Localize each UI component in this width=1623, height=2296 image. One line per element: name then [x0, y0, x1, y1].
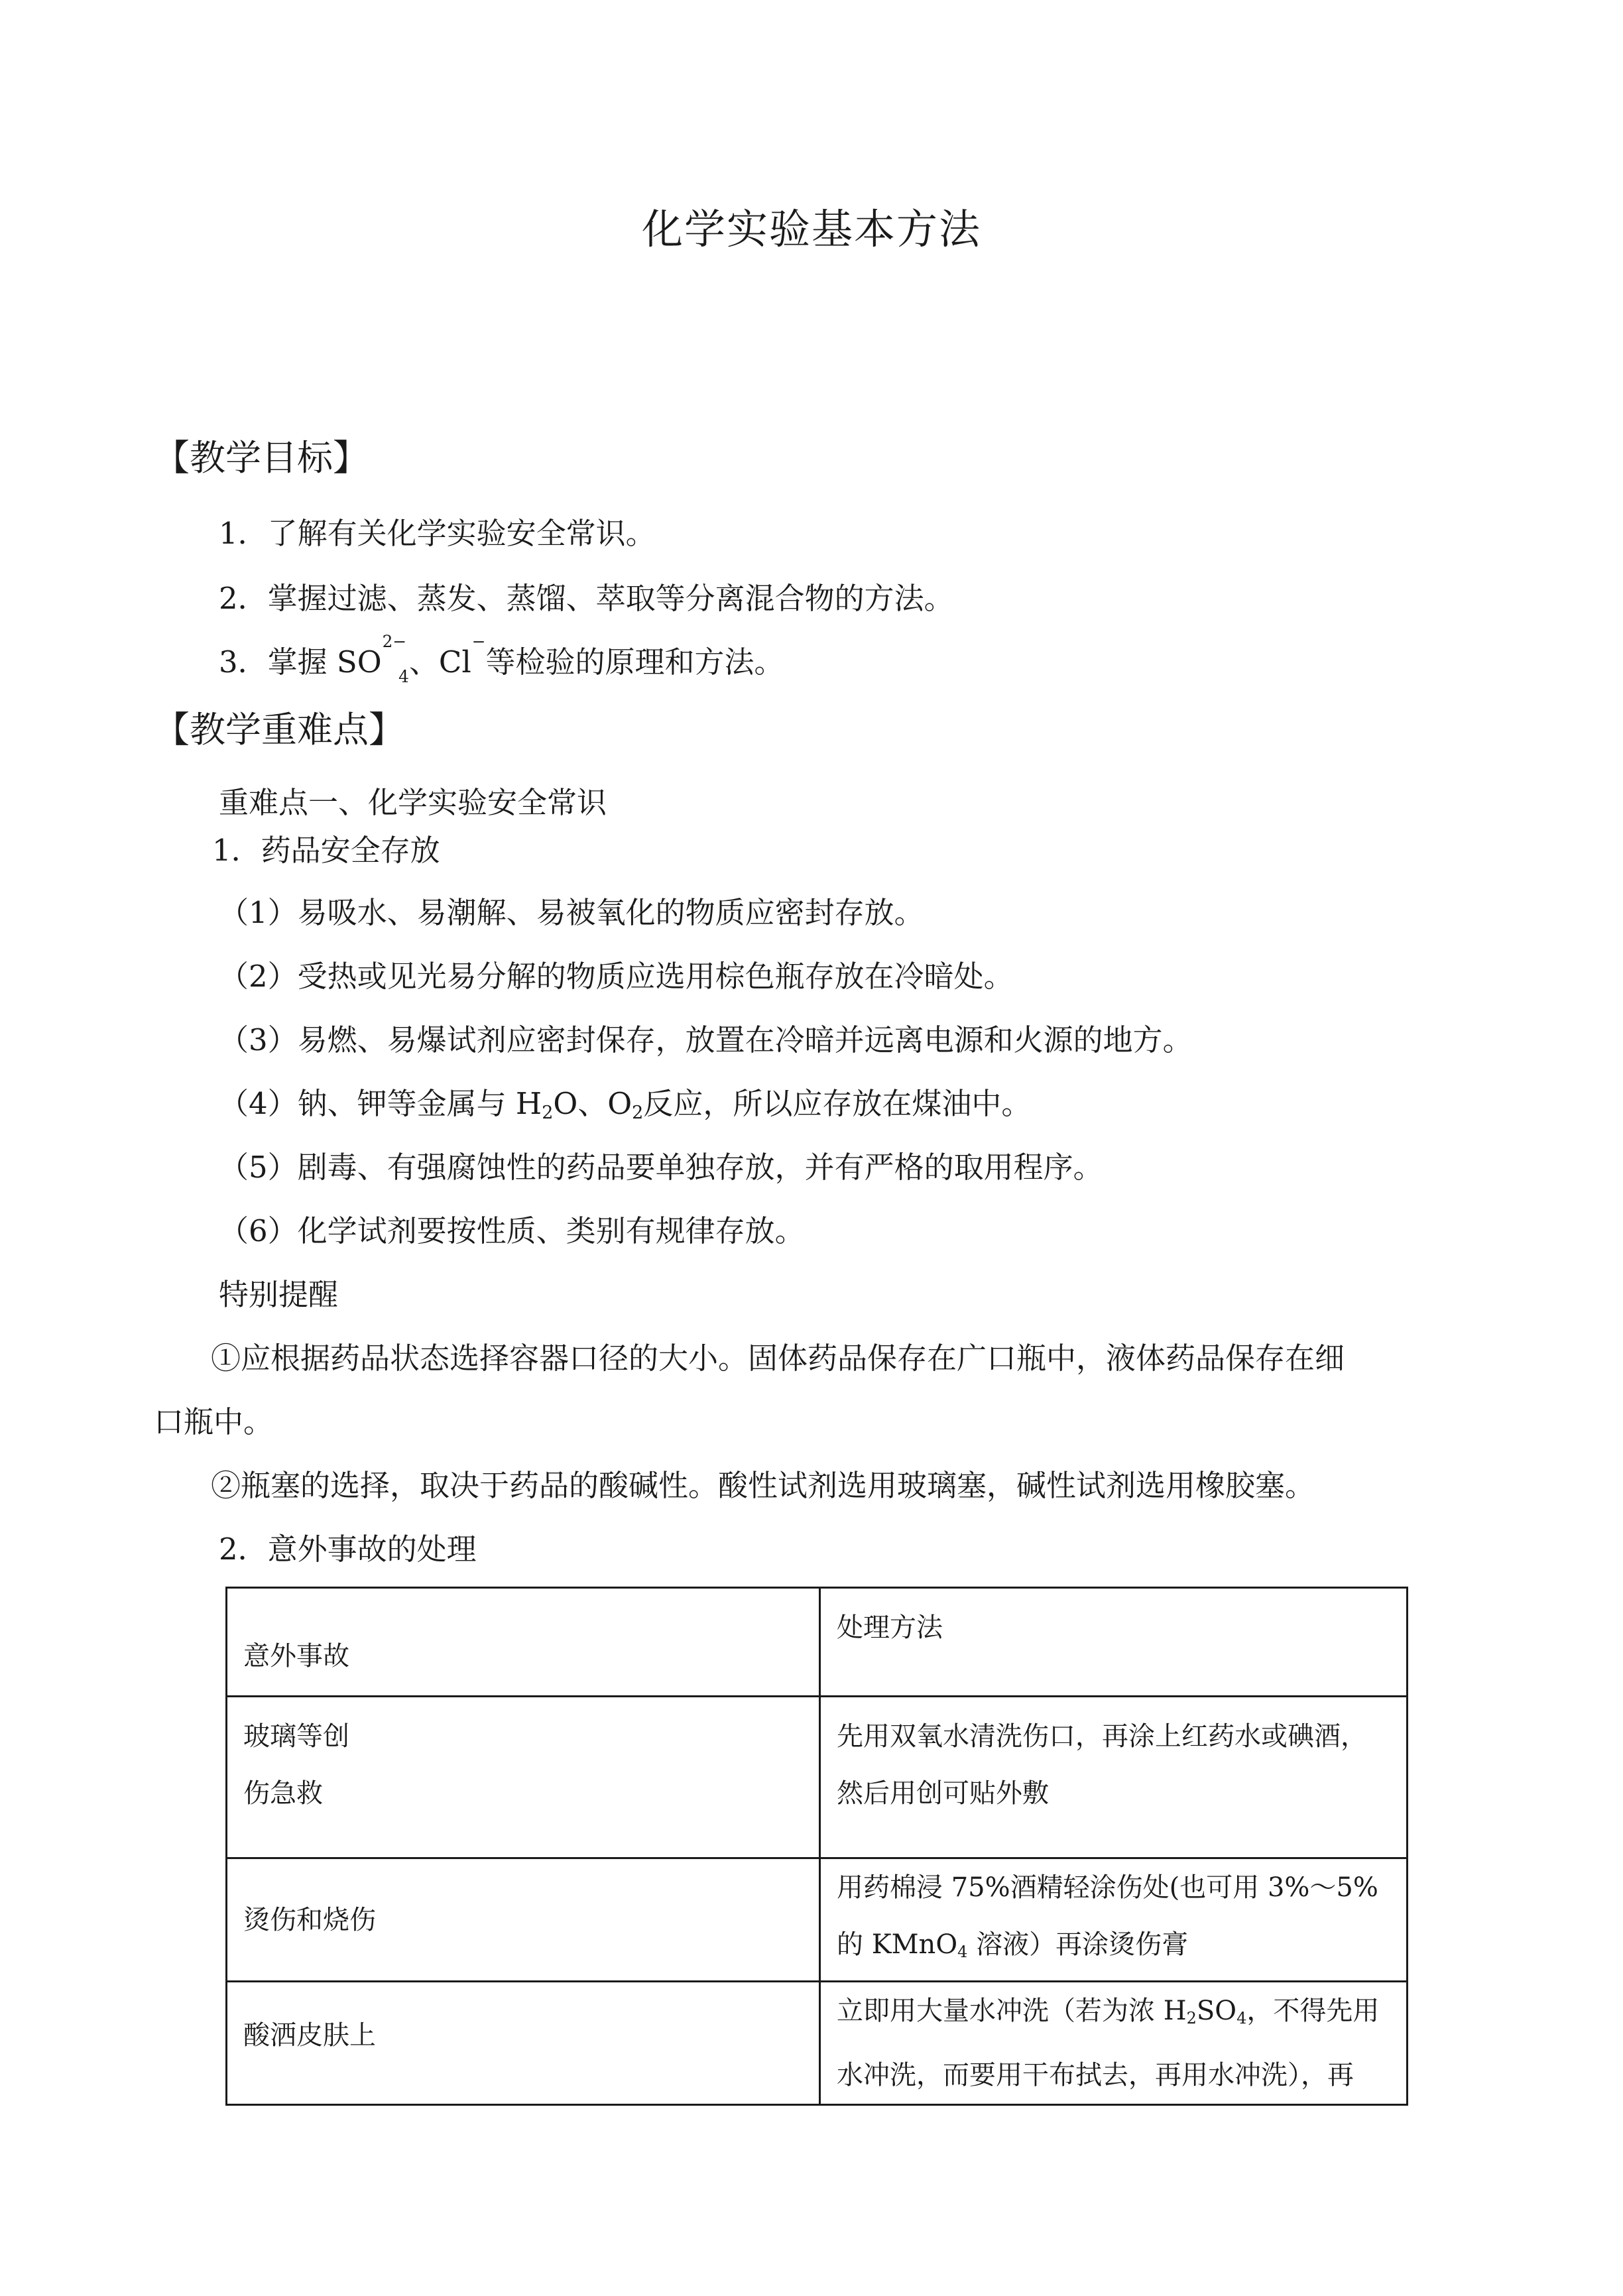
accident-cell: 烫伤和烧伤 — [227, 1858, 820, 1982]
method-line: 水冲洗，而要用干布拭去，再用水冲洗），再 — [837, 2060, 1354, 2090]
section-heading-key-points: 【教学重难点】 — [154, 709, 404, 751]
subheading-storage: 1．药品安全存放 — [212, 833, 440, 868]
storage-item-4-tail: 反应，所以应存放在煤油中。 — [643, 1086, 1032, 1121]
sulfate-subscript: 4 — [398, 666, 409, 686]
sulfate-charge: 2− — [382, 631, 407, 651]
reminder-1-line-1: ①应根据药品状态选择容器口径的大小。固体药品保存在广口瓶中，液体药品保存在细 — [211, 1341, 1345, 1376]
table-header-row — [227, 1588, 1408, 1697]
water-subscript: 2 — [542, 1102, 554, 1123]
special-reminder-label: 特别提醒 — [219, 1277, 339, 1312]
storage-item-1: （1）易吸水、易潮解、易被氧化的物质应密封存放。 — [219, 895, 924, 930]
method-line: 的 KMnO$_4$ 溶液）再涂烫伤膏 — [837, 1929, 1189, 1961]
page-title: 化学实验基本方法 — [641, 205, 981, 253]
header-cell-accident: 意外事故 — [227, 1588, 820, 1697]
table-row — [227, 1697, 1408, 1858]
method-line: 用药棉浸 75%酒精轻涂伤处(也可用 3%～5% — [837, 1872, 1378, 1903]
accident-cell: 酸洒皮肤上 — [227, 1982, 820, 2105]
subheading-accidents: 2．意外事故的处理 — [219, 1532, 477, 1567]
table-row — [227, 1982, 1408, 2105]
method-cell — [820, 1982, 1408, 2105]
storage-item-5: （5）剧毒、有强腐蚀性的药品要单独存放，并有严格的取用程序。 — [219, 1150, 1103, 1185]
method-line: 立即用大量水冲洗（若为浓 $H_2SO_4$，不得先用 — [837, 1996, 1380, 2027]
goal-item-3-tail: 等检验的原理和方法。 — [485, 644, 784, 680]
goal-item-1: 1．了解有关化学实验安全常识。 — [219, 516, 656, 551]
goal-item-3-text: 3．掌握 SO — [219, 644, 382, 680]
storage-item-6: （6）化学试剂要按性质、类别有规律存放。 — [219, 1213, 805, 1248]
chloride-charge: − — [471, 631, 486, 651]
sulfate-ion — [382, 631, 409, 686]
method-cell — [820, 1697, 1408, 1858]
reminder-1-line-2: 口瓶中。 — [154, 1404, 274, 1439]
storage-item-4-text: （4）钠、钾等金属与 H — [219, 1086, 542, 1121]
storage-item-3: （3）易燃、易爆试剂应密封保存，放置在冷暗并远离电源和火源的地方。 — [219, 1022, 1193, 1057]
chloride-text: 、Cl — [408, 644, 471, 680]
header-cell-method: 处理方法 — [820, 1588, 1408, 1697]
key-point-1: 重难点一、化学实验安全常识 — [219, 785, 607, 820]
storage-item-2: （2）受热或见光易分解的物质应选用棕色瓶存放在冷暗处。 — [219, 959, 1014, 994]
table-row — [227, 1858, 1408, 1982]
method-cell — [820, 1858, 1408, 1982]
reminder-2: ②瓶塞的选择，取决于药品的酸碱性。酸性试剂选用玻璃塞，碱性试剂选用橡胶塞。 — [211, 1468, 1315, 1503]
goal-item-2: 2．掌握过滤、蒸发、蒸馏、萃取等分离混合物的方法。 — [219, 581, 954, 616]
section-heading-goals: 【教学目标】 — [154, 437, 369, 479]
goal-item-3 — [219, 631, 784, 686]
storage-item-4-mid: O、O — [553, 1086, 632, 1121]
method-line: 然后用创可贴外敷 — [837, 1778, 1049, 1809]
accident-table — [225, 1587, 1408, 2106]
method-line: 先用双氧水清洗伤口，再涂上红药水或碘酒， — [837, 1721, 1367, 1752]
storage-item-4 — [219, 1079, 1031, 1123]
accident-cell: 玻璃等创 伤急救 — [227, 1697, 820, 1858]
oxygen-subscript: 2 — [632, 1102, 644, 1123]
